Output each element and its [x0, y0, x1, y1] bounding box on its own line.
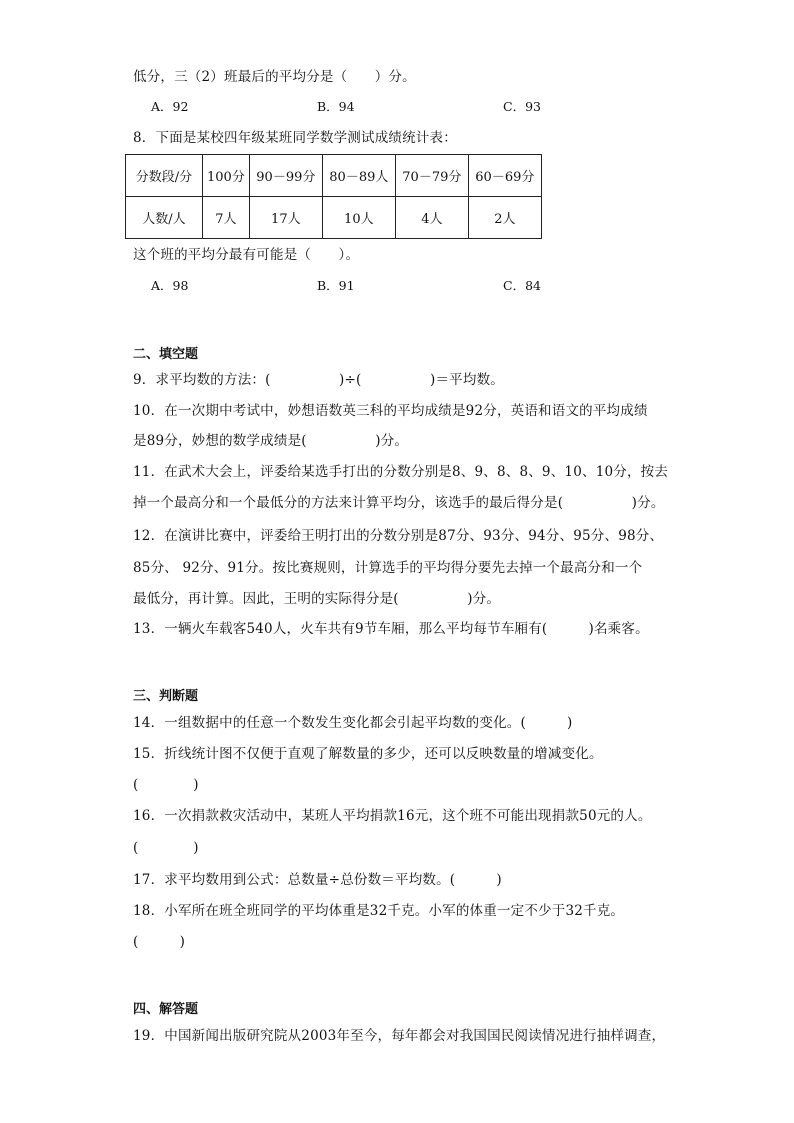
table-cell: 70－79分: [395, 155, 468, 197]
q8-stem: 8．下面是某校四年级某班同学数学测试成绩统计表：: [133, 130, 457, 146]
q13-line: 13．一辆火车载客540人，火车共有9节车厢，那么平均每节车厢有( )名乘客。: [133, 621, 649, 637]
table-cell: 80－89人: [322, 155, 395, 197]
q10-line-1: 10．在一次期中考试中，妙想语数英三科的平均成绩是92分，英语和语文的平均成绩: [133, 403, 648, 419]
q11-line-1: 11．在武术大会上，评委给某选手打出的分数分别是8、9、8、8、9、10、10分，按去: [133, 464, 669, 480]
score-table-header-row: [126, 155, 542, 197]
q8-question: 这个班的平均分最有可能是（ ）。: [133, 247, 360, 263]
q11-line-2: 掉一个最高分和一个最低分的方法来计算平均分，该选手的最后得分是( )分。: [133, 495, 665, 511]
table-cell: 100分: [203, 155, 250, 197]
q8-option-b: B．91: [317, 278, 355, 293]
q9-line: 9．求平均数的方法：( )÷( )＝平均数。: [133, 372, 504, 388]
table-cell: 90－99分: [249, 155, 322, 197]
q8-option-c: C．84: [503, 278, 541, 293]
section-fill-in-title: 二、填空题: [133, 347, 199, 362]
table-cell: 4人: [395, 197, 468, 239]
q15-answer-brackets: ( ): [133, 777, 199, 793]
q15-line: 15．折线统计图不仅便于直观了解数量的多少，还可以反映数量的增减变化。: [133, 746, 603, 762]
q18-answer-brackets: ( ): [133, 934, 186, 950]
section-judgement-title: 三、判断题: [133, 689, 199, 704]
q12-line-2: 85分、 92分、91分。按比赛规则，计算选手的平均得分要先去掉一个最高分和一个: [133, 560, 643, 576]
q14-line: 14．一组数据中的任意一个数发生变化都会引起平均数的变化。( ): [133, 715, 573, 731]
q7-option-c: C．93: [503, 99, 541, 114]
q7-stem-tail: 低分，三（2）班最后的平均分是（ ）分。: [133, 69, 416, 85]
q16-answer-brackets: ( ): [133, 840, 199, 856]
q17-line: 17．求平均数用到公式：总数量÷总份数＝平均数。( ): [133, 872, 502, 888]
table-cell: 17人: [249, 197, 322, 239]
q12-line-3: 最低分，再计算。因此，王明的实际得分是( )分。: [133, 591, 501, 607]
q16-line: 16．一次捐款救灾活动中，某班人平均捐款16元，这个班不可能出现捐款50元的人。: [133, 808, 652, 824]
q7-option-a: A．92: [151, 99, 189, 114]
q10-line-2: 是89分，妙想的数学成绩是( )分。: [133, 433, 409, 449]
table-cell: 60－69分: [468, 155, 541, 197]
table-cell: 7人: [203, 197, 250, 239]
table-cell: 2人: [468, 197, 541, 239]
table-cell: 人数/人: [126, 197, 203, 239]
section-answer-title: 四、解答题: [133, 1002, 199, 1017]
table-cell: 10人: [322, 197, 395, 239]
q12-line-1: 12．在演讲比赛中，评委给王明打出的分数分别是87分、93分、94分、95分、98分、: [133, 528, 664, 544]
score-table: [125, 154, 542, 239]
q19-line: 19．中国新闻出版研究院从2003年至今，每年都会对我国国民阅读情况进行抽样调查，: [133, 1028, 666, 1044]
table-cell: 分数段/分: [126, 155, 203, 197]
score-table-data-row: [126, 197, 542, 239]
q7-option-b: B．94: [317, 99, 355, 114]
q18-line: 18．小军所在班全班同学的平均体重是32千克。小军的体重一定不少于32千克。: [133, 903, 625, 919]
q8-option-a: A．98: [151, 278, 189, 293]
